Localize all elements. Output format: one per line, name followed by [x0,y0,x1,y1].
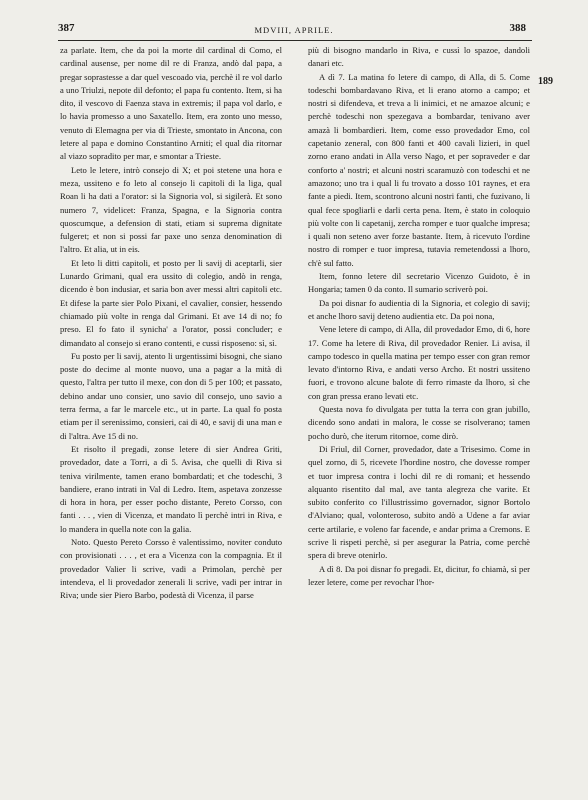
paragraph: Questa nova fo divulgata per tutta la terra con gran jubillo, dicendo sono andati in malora, le cosse se risolverano; tamen pocho durò, che iterum ritornoe, come dirò. [308,404,530,441]
header-rule [58,40,532,41]
right-column [308,44,530,589]
paragraph: Noto. Questo Pereto Corsso è valentissimo, noviter conduto con provisionati . . . , et era a Vicenza con la compagnia. Et il provedador Valier li scrive, vadi a Primolan, perchè per intendeva, el li provedador zenerali li scrive, vadi per intrar in Riva; unde sier Piero Barbo, podestà di Vicenza, il parse [60,536,282,601]
paragraph: Leto le letere, intrò consejo di X; et poi stetene una hora e meza, ussiteno e fo leto al consejo li capitoli di la liga, qual Roan li ha dati a l'orator: si la Signoria vol, si sigilerà. Et sono numero 7, videlicet: Franza, Spagna, e la Signoria contra quoscumque, a defension di stati, etiam si suprema dignitate fulgeret; et non si possi far paxe uno senza denomination di l'altro. Et alia, ut in eis. [60,164,282,255]
paragraph: Fu posto per li savij, atento li urgentissimi bisogni, che siano poste do decime al monte nuovo, una a pagar a la mità di questo, l'altra per tutto il mexe, con don di 5 per 100; et passato, debino andar uno consier, uno savio dil consejo, uno savio a terra ferma, a far le marcele etc., ut in parte. La qual fo posta etiam per il serenissimo, consieri, cai di 40, e savij di una man e di l'altra. Ave 15 di no. [60,350,282,441]
paragraph: Et leto li ditti capitoli, et posto per li savij di aceptarli, sier Lunardo Grimani, qual era ussito di colegio, andò in renga, dicendo è bon indusiar, et saria bon aver messi altri capitoli etc. Et difese la parte sier Polo Pixani, el cavalier, consier, hessendo chiamado più volte in renga dal Grimani. Et ave 14 di no; fo preso. El fo fato il synicha' a l'orator, possi concluder; e dimandato al consejo si erano contenti, e cussi risposeno: sì, sì. [60,257,282,348]
paragraph: Di Friul, dil Corner, provedador, date a Trisesimo. Come in quel zorno, di 5, ricevete l'hordine nostro, che dovesse romper et tuor impresa contra i lochi dil re di romani; et hessendo alquanto risentito dal mal, ave tanta alegreza che varite. Et subito conferito co l'illustrissimo governador, signor Bortolo d'Alviano; qual, volonteroso, subito andò a Udene a far aviar certe artilarie, e voleno far facende, e andar prima a Cremons. E scrive li rispeti perchè, si per asegurar la Patria, come perchè spera di breve otenirlo. [308,443,530,561]
paragraph: za parlate. Item, che da poi la morte dil cardinal di Como, el cardinal ausense, per nome dil re di Franza, andò dal papa, a pregar soprastesse a dar quel vescoado via, perchè il re vol darlo a uno Triulzi, nepote dil defonto; el papa fu contento. Item, si ha dito, il vescovo di Faenza stava in extremis; il papa vol darlo, e lo havia promesso a uno Saxatello. Item, era zonto uno messo, venuto di Elemagna per via di Trieste, smontato in Ancona, con letere al papa e domino Constantino Arniti; el qual dia ritornar al viazo sopradito per mar, e smontar a Trieste. [60,45,282,162]
left-column [60,44,282,602]
paragraph: A dì 7. La matina fo letere di campo, di Alla, di 5. Come todeschi bombardavano Riva, et li erano atorno a campo; et nostri si difendeva, et treva a li inimici, et ne amazoe alcuni; e perchè todeschi non spezegava a bombardar, tenivano aver amazà li bombardieri. Item, come esso provedador Emo, col capetanio zeneral, con 800 fanti et 400 cavali lizieri, in quel zorno erano andati in Alla verso Nago, et per sopraveder e dar conforto a' nostri; et alcuni nostri scaramuzò con todeschi et ne amazono; uno tra i qual li fu trovato a dosso 101 raynes, et era fante a piedi. Item, scontrono alcuni nostri fanti, che fuzivano, li qual fece spogliarli e darli certa pena. Item, è stato in coloquio più volte con li capetanij, zercha romper e tuor qualche impresa; i quali non seteno aver forze bastante. Item, à ricevuto l'ordine nostro di romper e tuor impresa, tutavia remetendossi a lhoro, ch'è sul fatto. [308,71,530,268]
page-number-right: 388 [509,22,526,34]
paragraph: Da poi disnar fo audientia di la Signoria, et colegio di savij; et anche lhoro savij deteno audientia etc. Da poi nona, [308,297,530,321]
paragraph: Et risolto il pregadi, zonse letere di sier Andrea Griti, provedador, date a Torri, a dì 5. Avisa, che quelli di Riva si teniva virilmente, tamen erano bombardati; et che todeschi, 3 bandiere, erano intrati in Val di Ledro. Item, aspetava zonzesse di hora in hora, per esser pocho distante, Pereto Corsso, con fanti . . . , vien di Vicenza, et mandato lì perchè intri in Riva, e lo mandera in quella note con la galia. [60,443,282,534]
paragraph: A dì 8. Da poi disnar fo pregadi. Et, dicitur, fo chiamà, sì per lezer letere, come per revochar l'hor- [308,563,530,587]
running-title: MDVIII, APRILE. [254,25,334,35]
page-number-left: 387 [58,22,75,34]
paragraph: Vene letere di campo, di Alla, dil provedador Emo, di 6, hore 17. Come ha letere di Riva, dil provedador Renier. Li avisa, il campo todesco in quella matina per tempo esser con gran remor levato d'intorno Riva, e andati verso Archo. Et nostri ussiteno fuori, e trovono alcune balote di ferro rimaste da lhoro, sì che con gran pressa erano levati etc. [308,324,530,401]
paragraph: Item, fonno letere dil secretario Vicenzo Guidoto, è in Hongaria; tamen 0 da conto. Il sumario scriverò poi. [308,271,530,295]
paragraph: più di bisogno mandarlo in Riva, e cussì lo spazoe, dandoli danari etc. [308,45,530,69]
margin-note: 189 [538,76,553,87]
